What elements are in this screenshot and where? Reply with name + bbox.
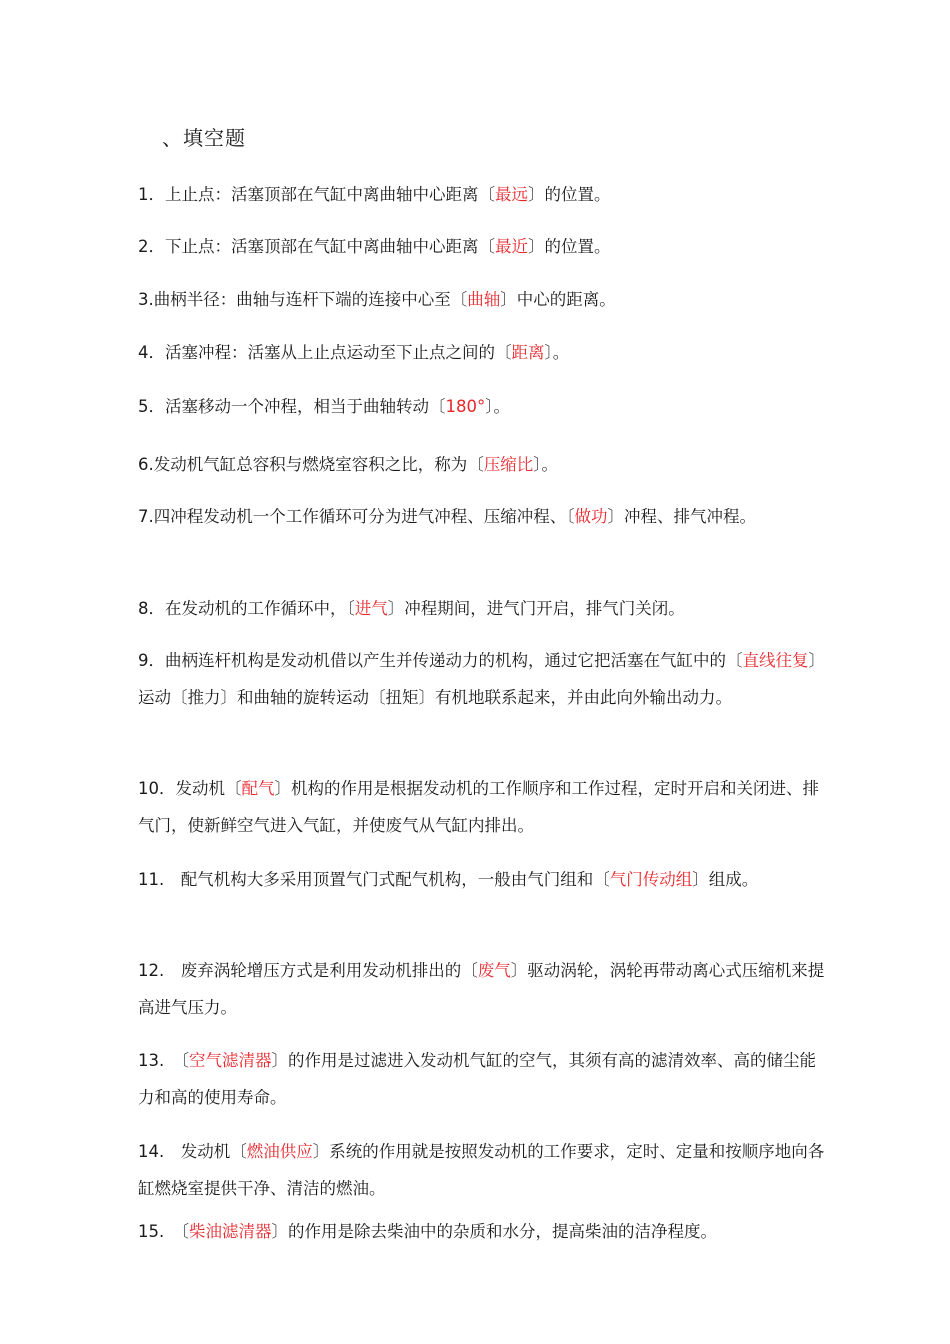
question-text: 13. 〔 bbox=[138, 1051, 189, 1070]
answer: 180° bbox=[445, 397, 486, 416]
question-7 bbox=[138, 498, 828, 535]
question-text: 6.发动机气缸总容积与燃烧室容积之比，称为〔 bbox=[138, 455, 484, 474]
question-text: 4．活塞冲程：活塞从上止点运动至下止点之间的〔 bbox=[138, 343, 512, 362]
question-text: 12. 废弃涡轮增压方式是利用发动机排出的〔 bbox=[138, 961, 478, 980]
question-text: 14. 发动机〔 bbox=[138, 1142, 247, 1161]
answer: 燃油供应 bbox=[246, 1142, 313, 1161]
section-title: 、填空题 bbox=[162, 126, 246, 150]
answer: 空气滤清器 bbox=[189, 1051, 272, 1070]
question-12 bbox=[138, 952, 828, 1026]
question-3 bbox=[138, 281, 828, 318]
question-text: 〕的作用是过滤进入发动机气缸的空气，其须有高的滤清效率、高的储尘能力和高的使用寿命。 bbox=[138, 1051, 816, 1107]
question-text: 3.曲柄半径：曲轴与连杆下端的连接中心至〔 bbox=[138, 290, 468, 309]
question-text: 〕的位置。 bbox=[528, 185, 611, 204]
answer: 曲轴 bbox=[467, 290, 501, 309]
answer: 距离 bbox=[511, 343, 545, 362]
question-14 bbox=[138, 1133, 828, 1207]
question-text: 〕。 bbox=[533, 455, 558, 474]
question-6 bbox=[138, 446, 828, 483]
question-text: 〕冲程、排气冲程。 bbox=[607, 507, 756, 526]
question-text: 〕组成。 bbox=[692, 870, 759, 889]
answer: 最近 bbox=[495, 237, 528, 256]
question-text: 8．在发动机的工作循环中，〔 bbox=[138, 599, 355, 618]
question-9 bbox=[138, 642, 828, 716]
question-text: 11. 配气机构大多采用顶置气门式配气机构，一般由气门组和〔 bbox=[138, 870, 610, 889]
question-text: 〕驱动涡轮，涡轮再带动离心式压缩机来提高进气压力。 bbox=[138, 961, 825, 1017]
question-text: 〕运动〔推力〕和曲轴的旋转运动〔扭矩〕有机地联系起来，并由此向外输出动力。 bbox=[138, 651, 825, 707]
question-1 bbox=[138, 176, 828, 213]
question-11 bbox=[138, 861, 828, 898]
question-13 bbox=[138, 1042, 828, 1116]
question-text: 〕机构的作用是根据发动机的工作顺序和工作过程，定时开启和关闭进、排气门，使新鲜空气进入气缸，并使废气从气缸内排出。 bbox=[138, 779, 819, 835]
question-text: 15. 〔 bbox=[138, 1222, 189, 1241]
question-text: 〕。 bbox=[485, 397, 510, 416]
answer: 配气 bbox=[241, 779, 275, 798]
question-text: 〕系统的作用就是按照发动机的工作要求，定时、定量和按顺序地向各缸燃烧室提供干净、清洁的燃油。 bbox=[138, 1142, 825, 1198]
answer: 气门传动组 bbox=[609, 870, 693, 889]
question-5 bbox=[138, 388, 828, 425]
question-text: 5．活塞移动一个冲程，相当于曲轴转动〔 bbox=[138, 397, 446, 416]
answer: 废气 bbox=[477, 961, 511, 980]
question-text: 〕的作用是除去柴油中的杂质和水分，提高柴油的洁净程度。 bbox=[271, 1222, 717, 1241]
answer: 直线往复 bbox=[742, 651, 809, 670]
question-text: 9．曲柄连杆机构是发动机借以产生并传递动力的机构，通过它把活塞在气缸中的〔 bbox=[138, 651, 743, 670]
question-text: 〕中心的距离。 bbox=[500, 290, 616, 309]
question-text: 2．下止点：活塞顶部在气缸中离曲轴中心距离〔 bbox=[138, 237, 495, 256]
question-15 bbox=[138, 1213, 828, 1250]
question-4 bbox=[138, 334, 828, 371]
question-text: 7.四冲程发动机一个工作循环可分为进气冲程、压缩冲程、〔 bbox=[138, 507, 575, 526]
answer: 进气 bbox=[354, 599, 388, 618]
question-text: 〕的位置。 bbox=[528, 237, 611, 256]
question-text: 〕冲程期间，进气门开启，排气门关闭。 bbox=[387, 599, 685, 618]
question-text: 〕。 bbox=[544, 343, 570, 362]
question-text: 10．发动机〔 bbox=[138, 779, 242, 798]
answer: 最远 bbox=[495, 185, 528, 204]
question-text: 1．上止点：活塞顶部在气缸中离曲轴中心距离〔 bbox=[138, 185, 495, 204]
question-2 bbox=[138, 228, 828, 265]
question-8 bbox=[138, 590, 828, 627]
answer: 压缩比 bbox=[483, 455, 534, 474]
answer: 做功 bbox=[574, 507, 608, 526]
question-10 bbox=[138, 770, 828, 844]
answer: 柴油滤清器 bbox=[189, 1222, 272, 1241]
